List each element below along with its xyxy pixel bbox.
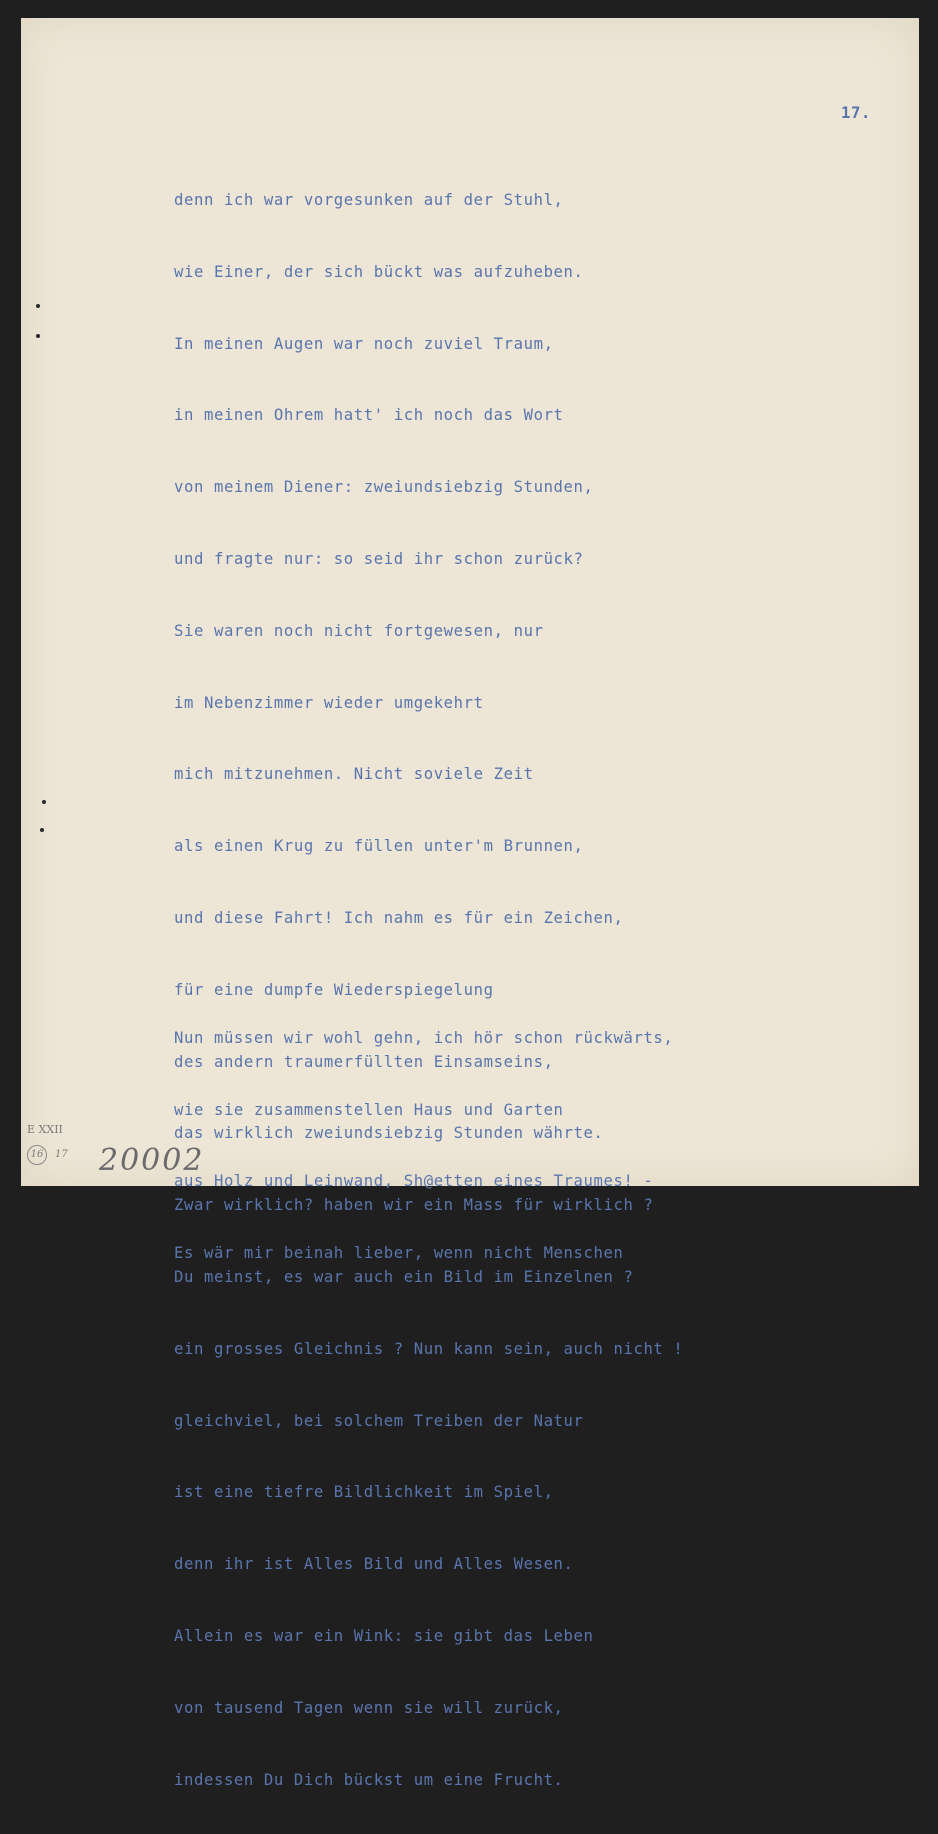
verse-line: aus Holz und Leinwand, Sh@etten eines Traumes! - (174, 1172, 654, 1191)
verse-line: ein grosses Gleichnis ? Nun kann sein, auch nicht ! (174, 1339, 684, 1358)
typescript-page (21, 18, 919, 1789)
verse-line: Sie waren noch nicht fortgewesen, nur (174, 621, 544, 640)
verse-line: von tausend Tagen wenn sie will zurück, (174, 1698, 564, 1717)
punch-hole (36, 304, 40, 308)
page-number: 17. (841, 104, 871, 122)
verse-line: wie Einer, der sich bückt was aufzuheben. (174, 262, 584, 281)
verse-line: Es wär mir beinah lieber, wenn nicht Menschen (174, 1243, 624, 1262)
archive-inventory-number: 20002 (99, 1143, 205, 1178)
punch-hole (36, 334, 40, 338)
verse-line: für eine dumpfe Wiederspiegelung (174, 980, 494, 999)
archive-small-number: 17 (55, 1149, 68, 1160)
verse-line: in meinen Ohrem hatt' ich noch das Wort (174, 406, 564, 425)
punch-hole (40, 828, 44, 832)
verse-line: Allein es war ein Wink: sie gibt das Leben (174, 1626, 594, 1645)
verse-line: als einen Krug zu füllen unter'm Brunnen, (174, 837, 584, 856)
archive-shelfmark: E XXII (27, 1123, 63, 1136)
verse-line: denn ihr ist Alles Bild und Alles Wesen. (174, 1555, 574, 1574)
verse-line: Nun müssen wir wohl gehn, ich hör schon rückwärts, (174, 1029, 674, 1047)
verse-line: denn ich war vorgesunken auf der Stuhl, (174, 191, 564, 209)
verse-line: von meinem Diener: zweiundsiebzig Stunden, (174, 478, 594, 497)
verse-line: mich mitzunehmen. Nicht soviele Zeit (174, 765, 534, 784)
verse-line: gleichviel, bei solchem Treiben der Natur (174, 1411, 584, 1430)
verse-line: Du meinst, es war auch ein Bild im Einzelnen ? (174, 1267, 634, 1286)
verse-line: und fragte nur: so seid ihr schon zurück? (174, 549, 584, 568)
verse-line: ist eine tiefre Bildlichkeit im Spiel, (174, 1483, 554, 1502)
verse-line: indessen Du Dich bückst um eine Frucht. (174, 1770, 564, 1789)
verse-line: das wirklich zweiundsiebzig Stunden währte. (174, 1124, 604, 1143)
punch-hole (42, 800, 46, 804)
stanza-2 (174, 985, 673, 1307)
verse-line: Zwar wirklich? haben wir ein Mass für wirklich ? (174, 1196, 654, 1215)
verse-line: In meinen Augen war noch zuviel Traum, (174, 334, 554, 353)
verse-line: des andern traumerfüllten Einsamseins, (174, 1052, 554, 1071)
verse-line: und diese Fahrt! Ich nahm es für ein Zeichen, (174, 908, 624, 927)
archive-circled-number: 16 (27, 1145, 47, 1165)
verse-line: im Nebenzimmer wieder umgekehrt (174, 693, 484, 712)
verse-line: wie sie zusammenstellen Haus und Garten (174, 1100, 564, 1119)
